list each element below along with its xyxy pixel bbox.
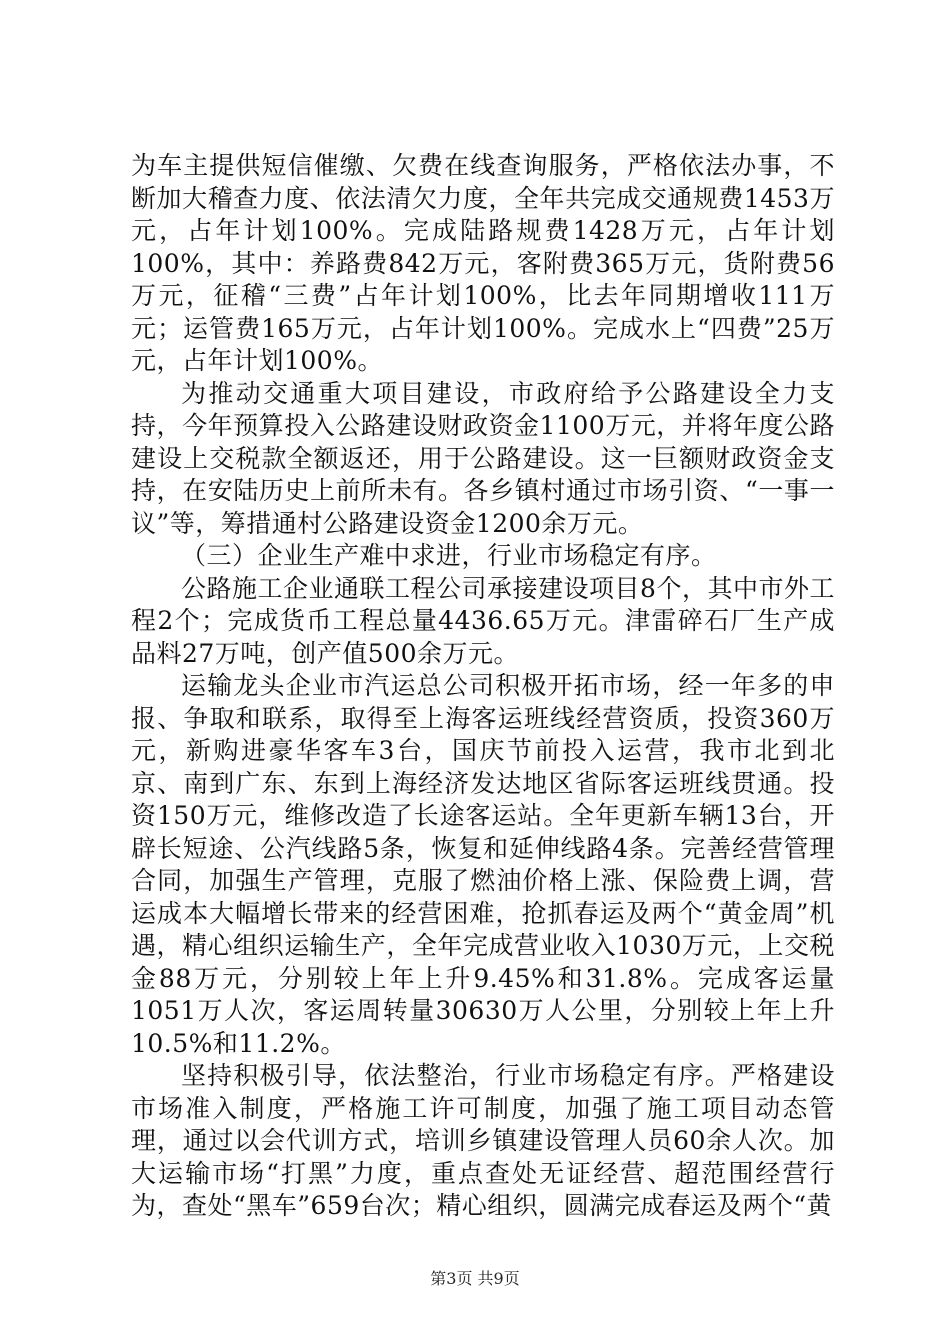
paragraph-2: 为推动交通重大项目建设，市政府给予公路建设全力支持，今年预算投入公路建设财政资金1100万元，并将年度公路建设上交税款全额返还，用于公路建设。这一巨额财政资金支持，在安陆历史上前所未有。各乡镇村通过市场引资、“一事一议”等，筹措通村公路建设资金1200余万元。	[131, 378, 835, 538]
paragraph-4: 运输龙头企业市汽运总公司积极开拓市场，经一年多的申报、争取和联系，取得至上海客运班线经营资质，投资360万元，新购进豪华客车3台，国庆节前投入运营，我市北到北京、南到广东、东到上海经济发达地区省际客运班线贯通。投资150万元，维修改造了长途客运站。全年更新车辆13台，开辟长短途、公汽线路5条，恢复和延伸线路4条。完善经营管理合同，加强生产管理，克服了燃油价格上涨、保险费上调，营运成本大幅增长带来的经营困难，抢抓春运及两个“黄金周”机遇，精心组织运输生产，全年完成营业收入1030万元，上交税金88万元，分别较上年上升9.45%和31.8%。完成客运量1051万人次，客运周转量30630万人公里，分别较上年上升10.5%和11.2%。	[131, 671, 835, 1058]
paragraph-3: 公路施工企业通联工程公司承接建设项目8个，其中市外工程2个；完成货币工程总量4436.65万元。津雷碎石厂生产成品料27万吨，创产值500余万元。	[131, 573, 835, 668]
paragraph-5: 坚持积极引导，依法整治，行业市场稳定有序。严格建设市场准入制度，严格施工许可制度，加强了施工项目动态管理，通过以会代训方式，培训乡镇建设管理人员60余人次。加大运输市场“打黑”力度，重点查处无证经营、超范围经营行为，查处“黑车”659台次；精心组织，圆满完成春运及两个“黄	[131, 1061, 835, 1220]
paragraph-1: 为车主提供短信催缴、欠费在线查询服务，严格依法办事，不断加大稽查力度、依法清欠力度，全年共完成交通规费1453万元，占年计划100%。完成陆路规费1428万元，占年计划100%，其中：养路费842万元，客附费365万元，货附费56万元，征稽“三费”占年计划100%，比去年同期增收111万元；运管费165万元，占年计划100%。完成水上“四费”25万元，占年计划100%。	[131, 151, 835, 375]
section-heading: （三）企业生产难中求进，行业市场稳定有序。	[181, 541, 717, 570]
page-footer: 第3页 共9页	[430, 1269, 520, 1288]
body-text	[131, 150, 835, 1223]
